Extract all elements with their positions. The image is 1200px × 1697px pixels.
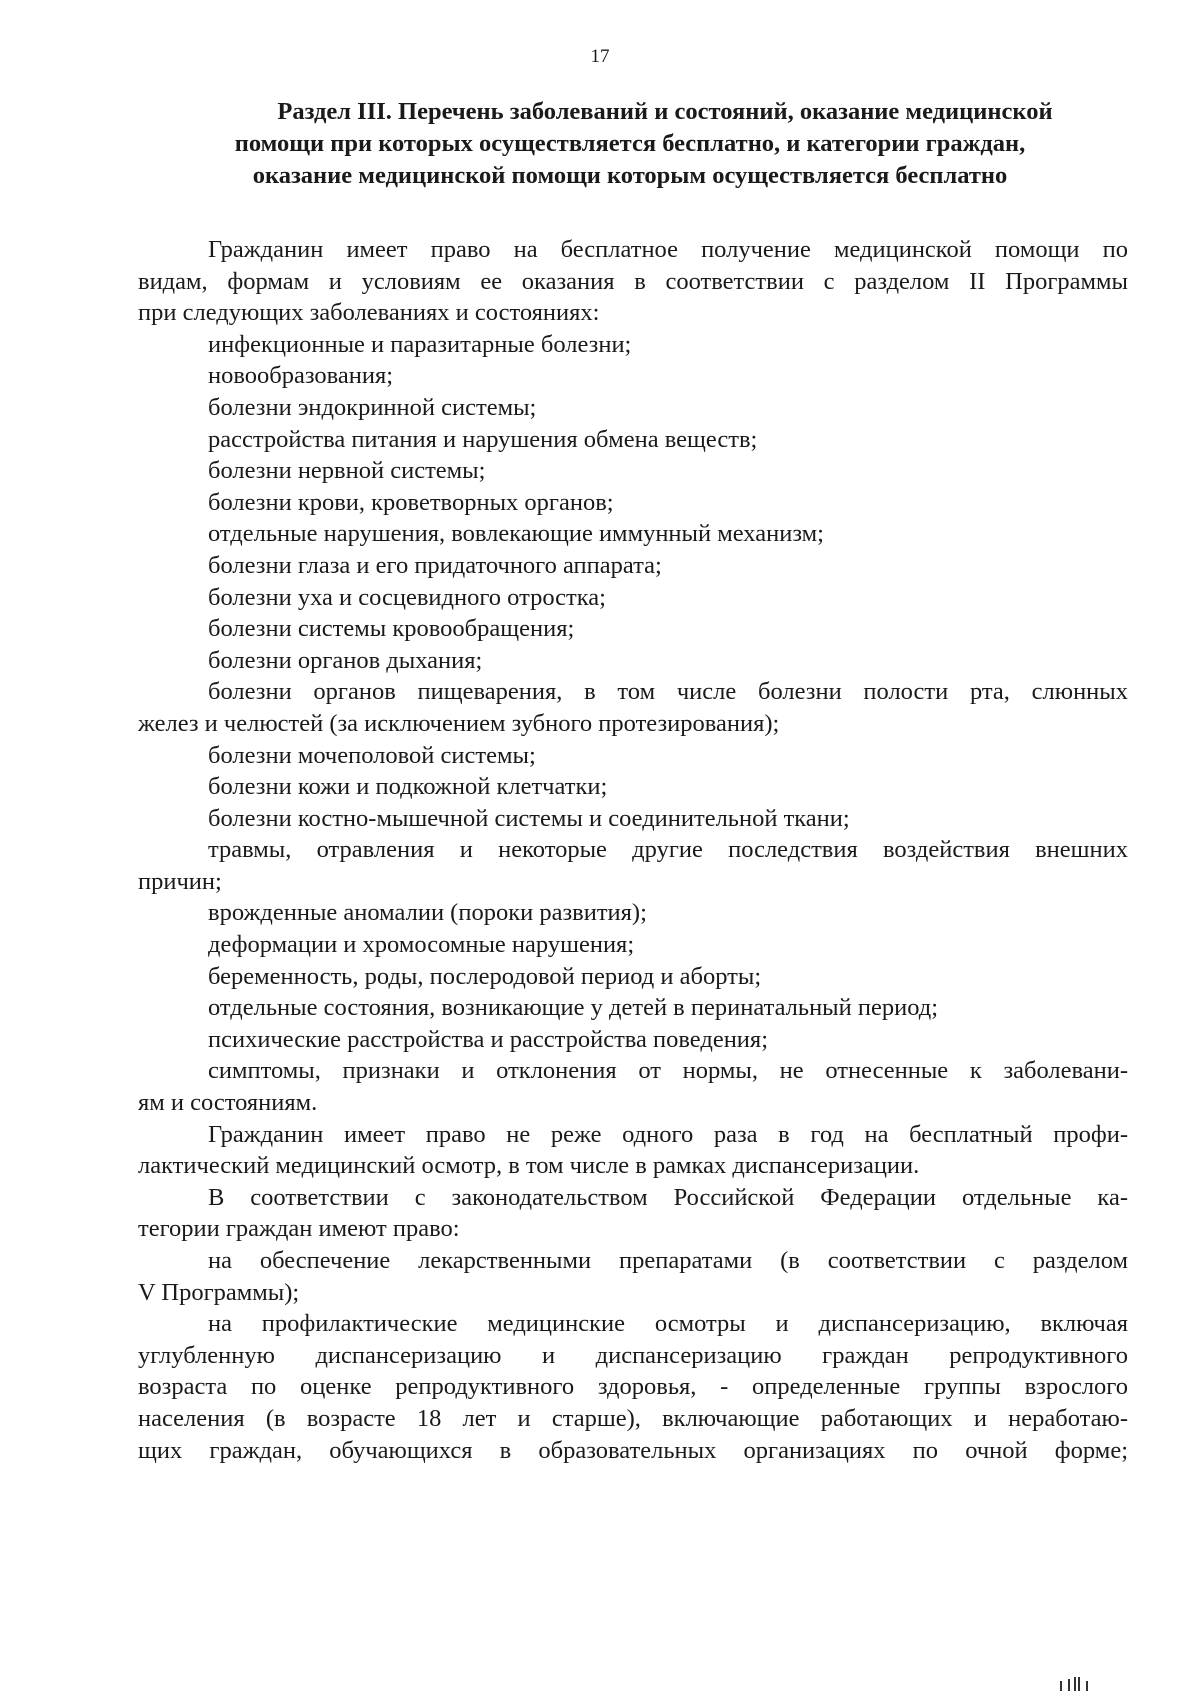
list-item-continuation: желез и челюстей (за исключением зубного протезирования); <box>138 709 780 737</box>
list-item: беременность, роды, послеродовой период и аборты; <box>208 962 762 990</box>
list-item-continuation: населения (в возрасте 18 лет и старше), включающие работающих и неработаю- <box>138 1404 1128 1432</box>
list-item: психические расстройства и расстройства поведения; <box>208 1025 768 1053</box>
list-item: врожденные аномалии (пороки развития); <box>208 899 647 927</box>
barcode-mark <box>1060 1677 1100 1691</box>
list-item: болезни эндокринной системы; <box>208 393 537 421</box>
list-item-continuation: V Программы); <box>138 1278 300 1306</box>
paragraph-line: тегории граждан имеют право: <box>138 1215 460 1243</box>
list-item: отдельные нарушения, вовлекающие иммунный механизм; <box>208 520 824 548</box>
list-item: новообразования; <box>208 362 394 390</box>
list-item: болезни органов пищеварения, в том числе болезни полости рта, слюнных <box>208 678 1128 706</box>
list-item-continuation: ям и состояниям. <box>138 1089 318 1117</box>
section-heading <box>140 96 1120 192</box>
list-item: травмы, отравления и некоторые другие последствия воздействия внешних <box>208 836 1128 864</box>
list-item: болезни костно-мышечной системы и соединительной ткани; <box>208 804 850 832</box>
list-item-continuation: щих граждан, обучающихся в образовательных организациях по очной форме; <box>138 1436 1128 1464</box>
paragraph-line: В соответствии с законодательством Российской Федерации отдельные ка- <box>208 1183 1128 1211</box>
list-item: болезни системы кровообращения; <box>208 615 575 643</box>
list-item: болезни кожи и подкожной клетчатки; <box>208 773 608 801</box>
list-item: инфекционные и паразитарные болезни; <box>208 330 632 358</box>
list-item: болезни мочеполовой системы; <box>208 741 536 769</box>
list-item: симптомы, признаки и отклонения от нормы, не отнесенные к заболевани- <box>208 1057 1128 1085</box>
page-number: 17 <box>590 46 610 67</box>
heading-line: оказание медицинской помощи которым осуществляется бесплатно <box>252 162 1008 189</box>
paragraph-line: Гражданин имеет право на бесплатное получение медицинской помощи по <box>208 236 1128 263</box>
list-item: на профилактические медицинские осмотры и диспансеризацию, включая <box>208 1310 1128 1338</box>
list-item-continuation: причин; <box>138 867 222 895</box>
document-body <box>138 234 1128 1466</box>
list-item: болезни крови, кроветворных органов; <box>208 488 614 516</box>
list-item-continuation: возраста по оценке репродуктивного здоровья, - определенные группы взрослого <box>138 1373 1128 1401</box>
list-item: болезни уха и сосцевидного отростка; <box>208 583 606 611</box>
paragraph-line: видам, формам и условиям ее оказания в соответствии с разделом II Программы <box>138 267 1128 295</box>
paragraph-line: лактический медицинский осмотр, в том числе в рамках диспансеризации. <box>138 1152 920 1180</box>
paragraph-line: Гражданин имеет право не реже одного раза в год на бесплатный профи- <box>208 1120 1128 1148</box>
list-item: отдельные состояния, возникающие у детей в перинатальный период; <box>208 994 939 1022</box>
list-item: болезни глаза и его придаточного аппарата; <box>208 551 662 579</box>
list-item: болезни органов дыхания; <box>208 646 483 674</box>
heading-line: помощи при которых осуществляется бесплатно, и категории граждан, <box>234 130 1026 157</box>
heading-line: Раздел III. Перечень заболеваний и состояний, оказание медицинской <box>277 98 1053 125</box>
paragraph-line: при следующих заболеваниях и состояниях: <box>138 299 600 327</box>
list-item: расстройства питания и нарушения обмена веществ; <box>208 425 758 453</box>
list-item: деформации и хромосомные нарушения; <box>208 931 635 959</box>
list-item-continuation: углубленную диспансеризацию и диспансеризацию граждан репродуктивного <box>138 1341 1128 1369</box>
list-item: на обеспечение лекарственными препаратами (в соответствии с разделом <box>208 1247 1128 1274</box>
list-item: болезни нервной системы; <box>208 457 486 485</box>
